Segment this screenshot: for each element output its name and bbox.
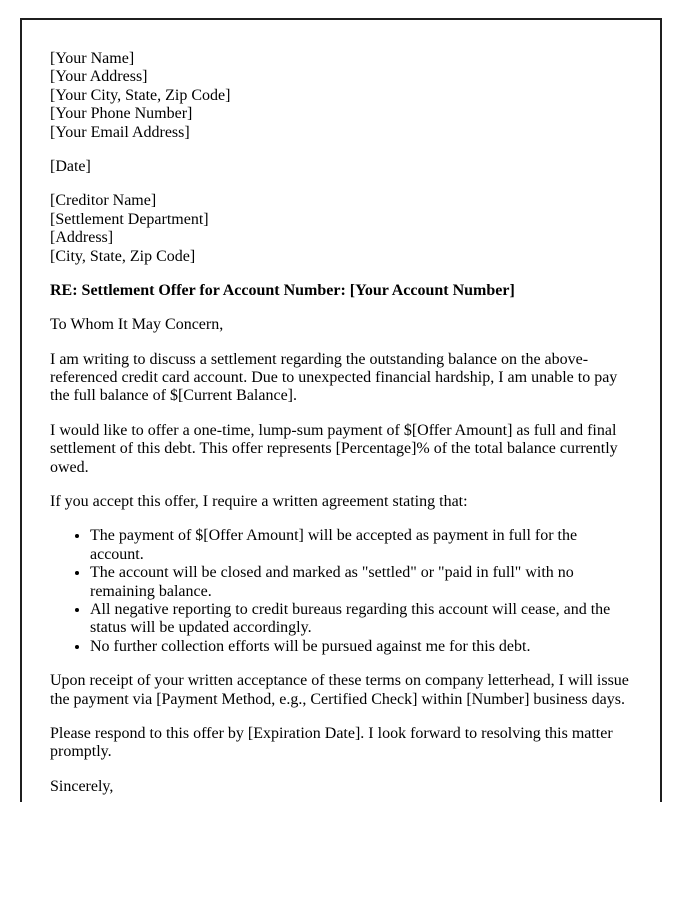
paragraph-agreement-intro: If you accept this offer, I require a written agreement stating that:	[50, 493, 468, 511]
sender-address-line: [Your Address]	[50, 68, 148, 86]
date-line: [Date]	[50, 157, 91, 175]
sender-phone-line: [Your Phone Number]	[50, 105, 193, 123]
settlement-department-line: [Settlement Department]	[50, 210, 209, 228]
paragraph-offer: I would like to offer a one-time, lump-sum payment of $[Offer Amount] as full and final settlement of this debt. This offer represents [Percentage]% of the total balance currently owed.	[50, 421, 618, 476]
term-credit-reporting: • All negative reporting to credit bureaus regarding this account will cease, and the status will be updated accordingly.	[90, 601, 632, 638]
sender-city-line: [Your City, State, Zip Code]	[50, 86, 231, 104]
creditor-address-line: [Address]	[50, 229, 114, 247]
salutation: To Whom It May Concern,	[50, 316, 224, 334]
signoff: Sincerely,	[50, 777, 114, 795]
paragraph-hardship: I am writing to discuss a settlement regarding the outstanding balance on the above-referenced credit card account. Due to unexpected financial hardship, I am unable to pay the full balance of $[Current Balance].	[50, 350, 618, 405]
sender-email-line: [Your Email Address]	[50, 123, 190, 141]
creditor-city-line: [City, State, Zip Code]	[50, 247, 196, 265]
sender-name-line: [Your Name]	[50, 50, 135, 67]
settlement-offer-letter	[20, 18, 662, 802]
terms-list	[50, 527, 632, 656]
creditor-name-line: [Creditor Name]	[50, 192, 157, 210]
sender-address-block	[50, 50, 632, 142]
paragraph-payment-issuance: Upon receipt of your written acceptance of these terms on company letterhead, I will issue the payment via [Payment Method, e.g., Certified Check] within [Number] business days.	[50, 672, 629, 708]
subject-line: RE: Settlement Offer for Account Number: [Your Account Number]	[50, 281, 515, 299]
recipient-address-block	[50, 192, 632, 266]
term-account-closed: • The account will be closed and marked as "settled" or "paid in full" with no remaining balance.	[90, 564, 632, 601]
paragraph-respond-by: Please respond to this offer by [Expiration Date]. I look forward to resolving this matter promptly.	[50, 724, 613, 761]
term-payment-in-full: • The payment of $[Offer Amount] will be accepted as payment in full for the account.	[90, 527, 632, 564]
term-no-collections: • No further collection efforts will be pursued against me for this debt.	[90, 638, 632, 656]
